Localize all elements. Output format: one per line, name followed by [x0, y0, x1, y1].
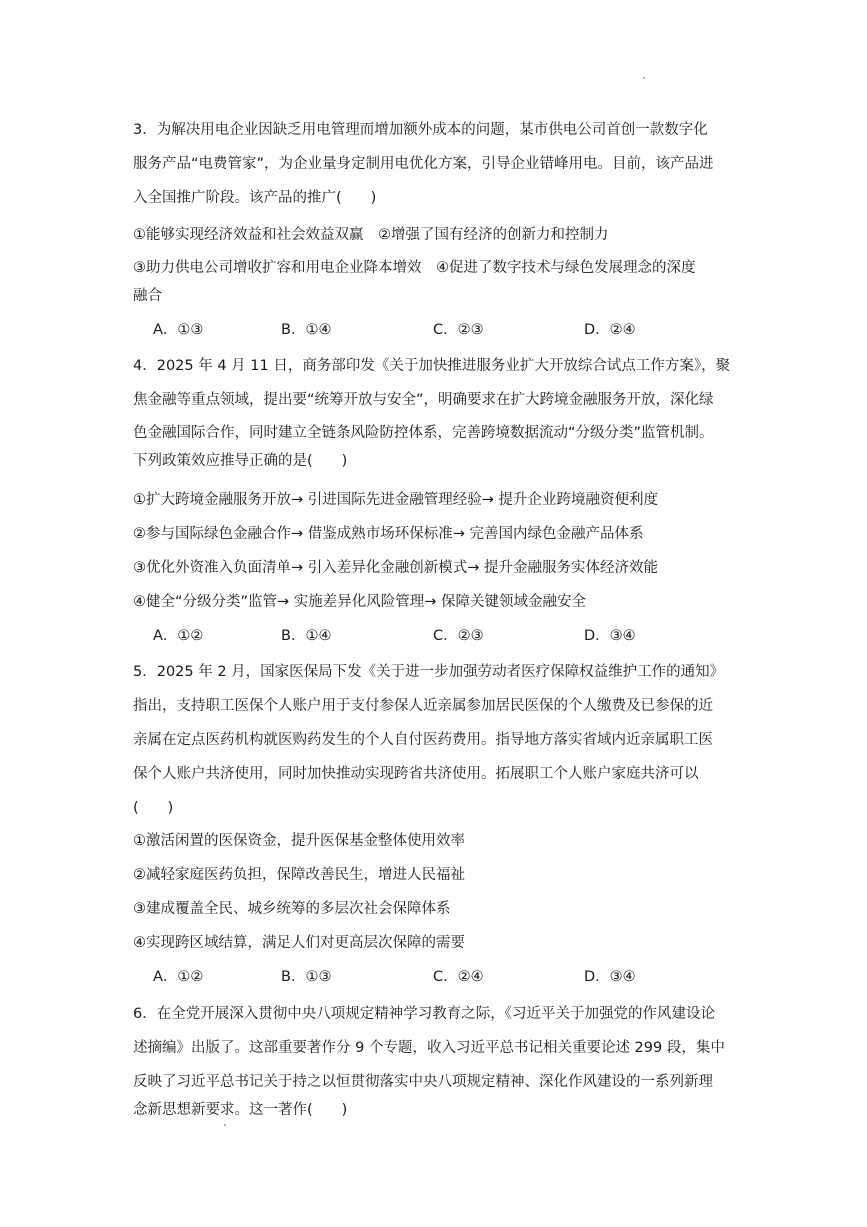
question-stem-line: 3．为解决用电企业因缺乏用电管理而增加额外成本的问题，某市供电公司首创一款数字化	[133, 122, 708, 138]
statement-line: ①能够实现经济效益和社会效益双赢 ②增强了国有经济的创新力和控制力	[133, 227, 609, 243]
question-stem-line: 述摘编》出版了。这部重要著作分 9 个专题，收入习近平总书记相关重要论述 299 段，集中	[133, 1040, 725, 1056]
answer-options	[153, 967, 753, 987]
statement-line: ③助力供电公司增收扩容和用电企业降本增效 ④促进了数字技术与绿色发展理念的深度	[133, 260, 696, 276]
scan-speck	[643, 77, 645, 79]
scan-speck	[224, 1124, 226, 1126]
option-c[interactable]: C．②③	[433, 628, 484, 644]
option-d[interactable]: D．②④	[584, 322, 636, 338]
statement-line: ④实现跨区域结算，满足人们对更高层次保障的需要	[133, 935, 465, 951]
statement-line: ①扩大跨境金融服务开放→ 引进国际先进金融管理经验→ 提升企业跨境融资便利度	[133, 492, 659, 508]
option-b[interactable]: B．①④	[281, 628, 332, 644]
question-stem-line: 入全国推广阶段。该产品的推广( )	[133, 190, 377, 206]
question-stem-line: 指出，支持职工医保个人账户用于支付参保人近亲属参加居民医保的个人缴费及已参保的近	[133, 698, 713, 714]
question-stem-line: 亲属在定点医药机构就医购药发生的个人自付医药费用。指导地方落实省域内近亲属职工医	[133, 732, 713, 748]
question-stem-line: ( )	[133, 800, 174, 816]
statement-line: ③建成覆盖全民、城乡统筹的多层次社会保障体系	[133, 901, 451, 917]
question-stem-line: 反映了习近平总书记关于持之以恒贯彻落实中央八项规定精神、深化作风建设的一系列新理	[133, 1074, 713, 1090]
option-c[interactable]: C．②③	[433, 322, 484, 338]
answer-options	[153, 320, 753, 340]
question-stem-line: 6．在全党开展深入贯彻中央八项规定精神学习教育之际，《习近平关于加强党的作风建设论	[133, 1006, 715, 1022]
statement-line: ②参与国际绿色金融合作→ 借鉴成熟市场环保标准→ 完善国内绿色金融产品体系	[133, 526, 644, 542]
statement-line: ③优化外资准入负面清单→ 引入差异化金融创新模式→ 提升金融服务实体经济效能	[133, 560, 659, 576]
statement-line: ①激活闲置的医保资金，提升医保基金整体使用效率	[133, 833, 465, 849]
option-d[interactable]: D．③④	[584, 969, 636, 985]
question-stem-line: 服务产品“电费管家”，为企业量身定制用电优化方案，引导企业错峰用电。目前，该产品进	[133, 156, 714, 172]
question-stem-line: 焦金融等重点领域，提出要“统筹开放与安全”，明确要求在扩大跨境金融服务开放，深化绿	[133, 392, 714, 408]
option-a[interactable]: A．①③	[153, 322, 204, 338]
option-c[interactable]: C．②④	[433, 969, 484, 985]
question-stem-line: 5．2025 年 2 月，国家医保局下发《关于进一步加强劳动者医疗保障权益维护工作的通知》	[133, 664, 725, 680]
option-d[interactable]: D．③④	[584, 628, 636, 644]
statement-line: ②减轻家庭医药负担，保障改善民生，增进人民福祉	[133, 867, 465, 883]
question-stem-line: 色金融国际合作，同时建立全链条风险防控体系，完善跨境数据流动“分级分类”监管机制。	[133, 425, 714, 441]
question-stem-line: 4．2025 年 4 月 11 日，商务部印发《关于加快推进服务业扩大开放综合试点工作方案》，聚	[133, 358, 731, 374]
option-b[interactable]: B．①④	[281, 322, 332, 338]
option-a[interactable]: A．①②	[153, 628, 204, 644]
question-stem-line: 下列政策效应推导正确的是( )	[133, 453, 348, 469]
answer-options	[153, 626, 753, 646]
option-b[interactable]: B．①③	[281, 969, 332, 985]
question-stem-line: 念新思想新要求。这一著作( )	[133, 1102, 348, 1118]
question-stem-line: 保个人账户共济使用，同时加快推动实现跨省共济使用。拓展职工个人账户家庭共济可以	[133, 766, 699, 782]
statement-line: 融合	[133, 288, 162, 304]
option-a[interactable]: A．①②	[153, 969, 204, 985]
statement-line: ④健全“分级分类”监管→ 实施差异化风险管理→ 保障关键领域金融安全	[133, 594, 587, 610]
